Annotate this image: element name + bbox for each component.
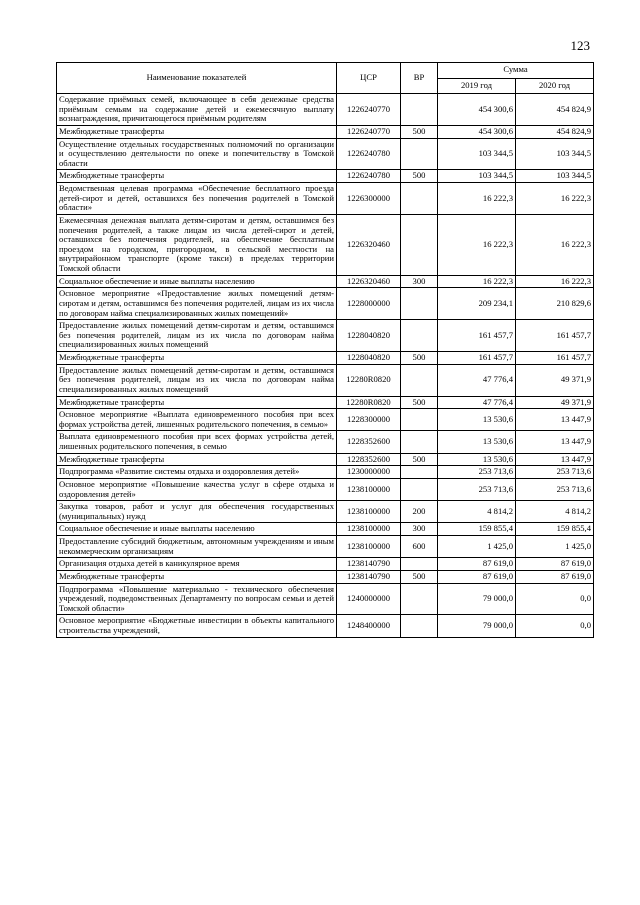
cell-vr [401, 138, 438, 170]
cell-sum-2020: 253 713,6 [516, 466, 594, 479]
table-row [57, 183, 594, 215]
cell-name: Межбюджетные трансферты [57, 170, 337, 183]
cell-csr: 1228300000 [337, 409, 401, 431]
table-row [57, 478, 594, 500]
table-row [57, 570, 594, 583]
cell-csr: 1238100000 [337, 478, 401, 500]
cell-csr: 1248400000 [337, 615, 401, 637]
table-row [57, 125, 594, 138]
cell-csr: 1228352600 [337, 453, 401, 466]
cell-name: Ежемесячная денежная выплата детям-сиротам и детям, оставшимся без попечения родителей, а также лицам из числа детей-сирот и детей, оставшихся без попечения родителей, на обеспечение бесплатным проездом на городском, пригородном, в сельской местности на внутрирайонном транспорте (кроме такси) в пределах территории Томской области [57, 214, 337, 275]
table-row [57, 138, 594, 170]
header-vr: ВР [401, 63, 438, 94]
cell-sum-2020: 454 824,9 [516, 94, 594, 126]
cell-vr: 300 [401, 523, 438, 536]
cell-csr: 1226300000 [337, 183, 401, 215]
cell-sum-2019: 209 234,1 [438, 288, 516, 320]
cell-sum-2020: 0,0 [516, 583, 594, 615]
cell-sum-2020: 4 814,2 [516, 501, 594, 523]
table-row [57, 275, 594, 288]
cell-vr [401, 320, 438, 352]
header-year-2020: 2020 год [516, 78, 594, 94]
cell-name: Межбюджетные трансферты [57, 352, 337, 365]
cell-vr: 500 [401, 125, 438, 138]
cell-sum-2019: 79 000,0 [438, 615, 516, 637]
table-row [57, 583, 594, 615]
cell-sum-2019: 161 457,7 [438, 352, 516, 365]
cell-sum-2020: 210 829,6 [516, 288, 594, 320]
cell-csr: 1238100000 [337, 536, 401, 558]
cell-sum-2020: 16 222,3 [516, 183, 594, 215]
cell-name: Ведомственная целевая программа «Обеспечение бесплатного проезда детей-сирот и детей, оставшихся без попечения родителей в Томской области» [57, 183, 337, 215]
cell-csr: 1228352600 [337, 431, 401, 453]
cell-sum-2020: 13 447,9 [516, 409, 594, 431]
cell-sum-2020: 87 619,0 [516, 570, 594, 583]
cell-name: Межбюджетные трансферты [57, 125, 337, 138]
cell-csr: 1226320460 [337, 214, 401, 275]
cell-sum-2020: 454 824,9 [516, 125, 594, 138]
cell-csr: 12280R0820 [337, 396, 401, 409]
cell-vr: 500 [401, 396, 438, 409]
cell-vr: 500 [401, 352, 438, 365]
cell-name: Предоставление жилых помещений детям-сиротам и детям, оставшимся без попечения родителей, лицам из их числа по договорам найма специализированных жилых помещений [57, 320, 337, 352]
cell-sum-2020: 16 222,3 [516, 275, 594, 288]
cell-csr: 1240000000 [337, 583, 401, 615]
cell-sum-2019: 79 000,0 [438, 583, 516, 615]
table-row [57, 170, 594, 183]
cell-vr [401, 583, 438, 615]
cell-name: Выплата единовременного пособия при всех формах устройства детей, лишенных родительского попечения, в семью [57, 431, 337, 453]
cell-name: Межбюджетные трансферты [57, 453, 337, 466]
cell-sum-2019: 454 300,6 [438, 125, 516, 138]
cell-vr [401, 431, 438, 453]
cell-csr: 1230000000 [337, 466, 401, 479]
table-row [57, 288, 594, 320]
cell-sum-2019: 253 713,6 [438, 478, 516, 500]
cell-sum-2020: 1 425,0 [516, 536, 594, 558]
cell-sum-2019: 103 344,5 [438, 170, 516, 183]
table-row [57, 320, 594, 352]
cell-name: Основное мероприятие «Повышение качества услуг в сфере отдыха и оздоровления детей» [57, 478, 337, 500]
cell-sum-2019: 159 855,4 [438, 523, 516, 536]
cell-csr: 1238140790 [337, 570, 401, 583]
cell-csr: 1228040820 [337, 352, 401, 365]
budget-table [56, 62, 594, 638]
cell-vr [401, 478, 438, 500]
cell-csr: 1226320460 [337, 275, 401, 288]
cell-csr: 12280R0820 [337, 364, 401, 396]
header-sum: Сумма [438, 63, 594, 79]
cell-sum-2019: 13 530,6 [438, 431, 516, 453]
cell-sum-2019: 454 300,6 [438, 94, 516, 126]
cell-sum-2019: 103 344,5 [438, 138, 516, 170]
table-row [57, 558, 594, 571]
cell-sum-2020: 49 371,9 [516, 396, 594, 409]
cell-csr: 1226240770 [337, 125, 401, 138]
cell-vr [401, 183, 438, 215]
cell-name: Предоставление жилых помещений детям-сиротам и детям, оставшимся без попечения родителей, лицам из их числа по договорам найма специализированных жилых помещений [57, 364, 337, 396]
header-year-2019: 2019 год [438, 78, 516, 94]
page-number: 123 [570, 38, 590, 53]
cell-name: Основное мероприятие «Предоставление жилых помещений детям-сиротам и детям, оставшимся без попечения родителей, лицам из их числа по договорам найма специализированных жилых помещений» [57, 288, 337, 320]
table-row [57, 453, 594, 466]
cell-vr: 300 [401, 275, 438, 288]
cell-vr: 600 [401, 536, 438, 558]
cell-sum-2020: 0,0 [516, 615, 594, 637]
cell-name: Предоставление субсидий бюджетным, автономным учреждениям и иным некоммерческим организациям [57, 536, 337, 558]
cell-vr: 200 [401, 501, 438, 523]
cell-sum-2020: 103 344,5 [516, 170, 594, 183]
cell-csr: 1238100000 [337, 501, 401, 523]
cell-vr: 500 [401, 453, 438, 466]
table-row [57, 94, 594, 126]
table-row [57, 396, 594, 409]
cell-vr [401, 409, 438, 431]
cell-sum-2020: 159 855,4 [516, 523, 594, 536]
cell-sum-2020: 16 222,3 [516, 214, 594, 275]
cell-sum-2019: 16 222,3 [438, 214, 516, 275]
header-csr: ЦСР [337, 63, 401, 94]
cell-vr [401, 364, 438, 396]
cell-name: Социальное обеспечение и иные выплаты населению [57, 523, 337, 536]
table-row [57, 501, 594, 523]
cell-name: Осуществление отдельных государственных полномочий по организации и осуществлению деятельности по опеке и попечительству в Томской области [57, 138, 337, 170]
cell-sum-2020: 87 619,0 [516, 558, 594, 571]
cell-sum-2019: 87 619,0 [438, 558, 516, 571]
cell-name: Подпрограмма «Развитие системы отдыха и оздоровления детей» [57, 466, 337, 479]
cell-sum-2019: 87 619,0 [438, 570, 516, 583]
cell-sum-2020: 13 447,9 [516, 453, 594, 466]
cell-sum-2019: 4 814,2 [438, 501, 516, 523]
cell-vr: 500 [401, 570, 438, 583]
cell-sum-2019: 1 425,0 [438, 536, 516, 558]
cell-name: Содержание приёмных семей, включающее в себя денежные средства приёмным семьям на содержание детей и ежемесячную выплату вознаграждения, причитающегося приёмным родителям [57, 94, 337, 126]
cell-sum-2019: 13 530,6 [438, 453, 516, 466]
cell-csr: 1238140790 [337, 558, 401, 571]
cell-name: Закупка товаров, работ и услуг для обеспечения государственных (муниципальных) нужд [57, 501, 337, 523]
cell-vr [401, 288, 438, 320]
cell-csr: 1228000000 [337, 288, 401, 320]
table-row [57, 352, 594, 365]
cell-sum-2019: 47 776,4 [438, 396, 516, 409]
cell-sum-2020: 161 457,7 [516, 352, 594, 365]
cell-name: Организация отдыха детей в каникулярное время [57, 558, 337, 571]
cell-sum-2020: 13 447,9 [516, 431, 594, 453]
cell-name: Основное мероприятие «Выплата единовременного пособия при всех формах устройства детей, лишенных родительского попечения, в семью» [57, 409, 337, 431]
cell-sum-2019: 16 222,3 [438, 183, 516, 215]
cell-sum-2020: 49 371,9 [516, 364, 594, 396]
cell-csr: 1238100000 [337, 523, 401, 536]
table-row [57, 523, 594, 536]
cell-sum-2020: 161 457,7 [516, 320, 594, 352]
cell-name: Подпрограмма «Повышение материально - технического обеспечения учреждений, подведомственных Департаменту по вопросам семьи и детей Томской области» [57, 583, 337, 615]
cell-sum-2019: 253 713,6 [438, 466, 516, 479]
cell-csr: 1228040820 [337, 320, 401, 352]
table-row [57, 431, 594, 453]
cell-vr [401, 615, 438, 637]
cell-name: Социальное обеспечение и иные выплаты населению [57, 275, 337, 288]
cell-vr [401, 466, 438, 479]
cell-sum-2019: 161 457,7 [438, 320, 516, 352]
cell-sum-2019: 47 776,4 [438, 364, 516, 396]
table-header [57, 63, 594, 94]
table-row [57, 364, 594, 396]
cell-vr [401, 94, 438, 126]
table-row [57, 214, 594, 275]
cell-csr: 1226240780 [337, 138, 401, 170]
table-row [57, 466, 594, 479]
cell-sum-2020: 103 344,5 [516, 138, 594, 170]
cell-vr [401, 214, 438, 275]
cell-vr [401, 558, 438, 571]
cell-sum-2019: 13 530,6 [438, 409, 516, 431]
header-name: Наименование показателей [57, 63, 337, 94]
cell-csr: 1226240780 [337, 170, 401, 183]
cell-name: Межбюджетные трансферты [57, 570, 337, 583]
table-row [57, 536, 594, 558]
cell-csr: 1226240770 [337, 94, 401, 126]
cell-name: Межбюджетные трансферты [57, 396, 337, 409]
table-row [57, 615, 594, 637]
cell-sum-2019: 16 222,3 [438, 275, 516, 288]
table-row [57, 409, 594, 431]
cell-name: Основное мероприятие «Бюджетные инвестиции в объекты капитального строительства учреждений, [57, 615, 337, 637]
cell-vr: 500 [401, 170, 438, 183]
cell-sum-2020: 253 713,6 [516, 478, 594, 500]
table-body [57, 94, 594, 638]
